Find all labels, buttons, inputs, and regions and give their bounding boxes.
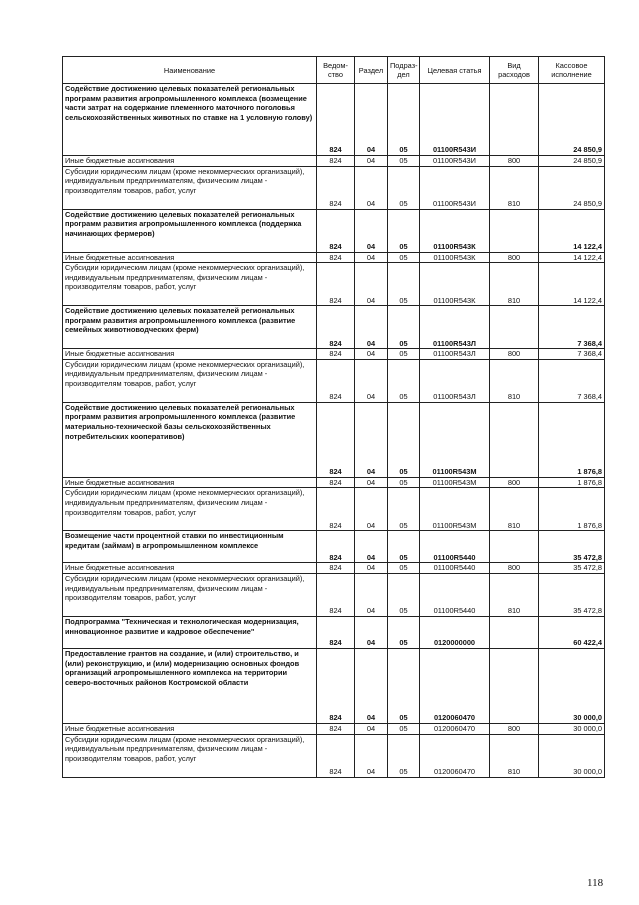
cell-razdel: 04 [355, 156, 388, 167]
cell-target: 01100R543Л [420, 349, 490, 360]
cell-podrazdel: 05 [388, 616, 420, 648]
cell-vid [490, 209, 539, 252]
cell-podrazdel: 05 [388, 156, 420, 167]
cell-vedomstvo: 824 [317, 166, 355, 209]
cell-name: Субсидии юридическим лицам (кроме некоммерческих организаций), индивидуальным предпринимателям, физическим лицам - производителям товаров, работ, услуг [63, 573, 317, 616]
cell-vedomstvo: 824 [317, 402, 355, 477]
cell-name: Иные бюджетные ассигнования [63, 477, 317, 488]
cell-podrazdel: 05 [388, 252, 420, 263]
cell-razdel: 04 [355, 563, 388, 574]
cell-vid: 810 [490, 263, 539, 306]
cell-razdel: 04 [355, 488, 388, 531]
cell-vedomstvo: 824 [317, 477, 355, 488]
cell-vid [490, 402, 539, 477]
page-number: 118 [587, 877, 604, 889]
cell-sum: 7 368,4 [539, 359, 605, 402]
cell-vedomstvo: 824 [317, 252, 355, 263]
cell-sum: 1 876,8 [539, 477, 605, 488]
table-row [63, 488, 605, 531]
cell-sum: 14 122,4 [539, 263, 605, 306]
cell-vedomstvo: 824 [317, 84, 355, 156]
cell-razdel: 04 [355, 84, 388, 156]
cell-name: Возмещение части процентной ставки по инвестиционным кредитам (займам) в агропромышленном комплексе [63, 531, 317, 563]
cell-razdel: 04 [355, 723, 388, 734]
cell-razdel: 04 [355, 573, 388, 616]
cell-target: 0120060470 [420, 723, 490, 734]
table-row [63, 306, 605, 349]
cell-vedomstvo: 824 [317, 209, 355, 252]
cell-target: 01100R543Л [420, 359, 490, 402]
cell-vid: 810 [490, 166, 539, 209]
cell-vedomstvo: 824 [317, 573, 355, 616]
cell-target: 0120000000 [420, 616, 490, 648]
table-row [63, 166, 605, 209]
cell-podrazdel: 05 [388, 648, 420, 723]
cell-vid [490, 306, 539, 349]
table-row [63, 723, 605, 734]
cell-vid: 800 [490, 723, 539, 734]
cell-name: Содействие достижению целевых показателей региональных программ развития агропромышленного комплекса (развитие материально-технической базы сельскохозяйственных потребительских кооперативов) [63, 402, 317, 477]
cell-sum: 14 122,4 [539, 209, 605, 252]
cell-sum: 35 472,8 [539, 563, 605, 574]
table-row [63, 616, 605, 648]
cell-target: 01100R543И [420, 84, 490, 156]
cell-sum: 24 850,9 [539, 156, 605, 167]
cell-vedomstvo: 824 [317, 306, 355, 349]
col-header-name: Наименование [63, 57, 317, 84]
cell-vedomstvo: 824 [317, 263, 355, 306]
cell-sum: 35 472,8 [539, 573, 605, 616]
col-header-razdel: Раздел [355, 57, 388, 84]
cell-vid: 800 [490, 156, 539, 167]
cell-name: Субсидии юридическим лицам (кроме некоммерческих организаций), индивидуальным предпринимателям, физическим лицам - производителям товаров, работ, услуг [63, 263, 317, 306]
cell-razdel: 04 [355, 531, 388, 563]
table-row [63, 209, 605, 252]
cell-razdel: 04 [355, 402, 388, 477]
cell-podrazdel: 05 [388, 488, 420, 531]
cell-podrazdel: 05 [388, 306, 420, 349]
cell-sum: 35 472,8 [539, 531, 605, 563]
cell-target: 01100R543К [420, 209, 490, 252]
cell-sum: 30 000,0 [539, 734, 605, 777]
cell-vid: 810 [490, 734, 539, 777]
table-row [63, 563, 605, 574]
cell-name: Содействие достижению целевых показателей региональных программ развития агропромышленного комплекса (возмещение части затрат на содержание племенного маточного поголовья сельскохозяйственных животных по ставке на 1 условную голову) [63, 84, 317, 156]
cell-vid [490, 84, 539, 156]
cell-vedomstvo: 824 [317, 648, 355, 723]
col-header-target: Целевая статья [420, 57, 490, 84]
table-row [63, 84, 605, 156]
cell-vid: 800 [490, 252, 539, 263]
cell-name: Подпрограмма "Техническая и технологическая модернизация, инновационное развитие и кадровое обеспечение" [63, 616, 317, 648]
cell-name: Субсидии юридическим лицам (кроме некоммерческих организаций), индивидуальным предпринимателям, физическим лицам - производителям товаров, работ, услуг [63, 166, 317, 209]
cell-razdel: 04 [355, 734, 388, 777]
cell-razdel: 04 [355, 252, 388, 263]
cell-name: Иные бюджетные ассигнования [63, 723, 317, 734]
cell-vedomstvo: 824 [317, 531, 355, 563]
table-row [63, 252, 605, 263]
cell-name: Субсидии юридическим лицам (кроме некоммерческих организаций), индивидуальным предпринимателям, физическим лицам - производителям товаров, работ, услуг [63, 734, 317, 777]
table-row [63, 349, 605, 360]
cell-razdel: 04 [355, 648, 388, 723]
cell-razdel: 04 [355, 349, 388, 360]
cell-razdel: 04 [355, 477, 388, 488]
table-row [63, 402, 605, 477]
table-row [63, 156, 605, 167]
cell-sum: 14 122,4 [539, 252, 605, 263]
cell-podrazdel: 05 [388, 734, 420, 777]
cell-target: 0120060470 [420, 648, 490, 723]
cell-razdel: 04 [355, 209, 388, 252]
cell-podrazdel: 05 [388, 723, 420, 734]
cell-target: 01100R543К [420, 263, 490, 306]
cell-sum: 24 850,9 [539, 166, 605, 209]
cell-target: 0120060470 [420, 734, 490, 777]
cell-razdel: 04 [355, 616, 388, 648]
col-header-sum: Кассовое исполнение [539, 57, 605, 84]
table-row [63, 648, 605, 723]
cell-sum: 30 000,0 [539, 723, 605, 734]
cell-podrazdel: 05 [388, 477, 420, 488]
cell-name: Содействие достижению целевых показателей региональных программ развития агропромышленного комплекса (поддержка начинающих фермеров) [63, 209, 317, 252]
cell-name: Иные бюджетные ассигнования [63, 156, 317, 167]
cell-vid: 810 [490, 573, 539, 616]
header-row [63, 57, 605, 84]
cell-target: 01100R543Л [420, 306, 490, 349]
cell-podrazdel: 05 [388, 166, 420, 209]
table-row [63, 573, 605, 616]
cell-vid: 810 [490, 488, 539, 531]
cell-razdel: 04 [355, 263, 388, 306]
cell-vid: 810 [490, 359, 539, 402]
cell-target: 01100R5440 [420, 563, 490, 574]
cell-razdel: 04 [355, 306, 388, 349]
cell-sum: 24 850,9 [539, 84, 605, 156]
cell-sum: 7 368,4 [539, 306, 605, 349]
cell-sum: 1 876,8 [539, 402, 605, 477]
cell-vedomstvo: 824 [317, 359, 355, 402]
cell-podrazdel: 05 [388, 359, 420, 402]
cell-vid [490, 648, 539, 723]
cell-name: Субсидии юридическим лицам (кроме некоммерческих организаций), индивидуальным предпринимателям, физическим лицам - производителям товаров, работ, услуг [63, 359, 317, 402]
cell-vedomstvo: 824 [317, 156, 355, 167]
cell-vedomstvo: 824 [317, 563, 355, 574]
table-row [63, 359, 605, 402]
cell-target: 01100R543М [420, 477, 490, 488]
cell-vid: 800 [490, 563, 539, 574]
cell-vedomstvo: 824 [317, 616, 355, 648]
cell-target: 01100R543М [420, 402, 490, 477]
cell-name: Иные бюджетные ассигнования [63, 252, 317, 263]
cell-target: 01100R543К [420, 252, 490, 263]
cell-vedomstvo: 824 [317, 349, 355, 360]
cell-vedomstvo: 824 [317, 723, 355, 734]
cell-podrazdel: 05 [388, 84, 420, 156]
col-header-vedomstvo: Ведом-ство [317, 57, 355, 84]
cell-vid: 800 [490, 349, 539, 360]
cell-razdel: 04 [355, 359, 388, 402]
cell-vedomstvo: 824 [317, 488, 355, 531]
budget-table [62, 56, 605, 778]
cell-podrazdel: 05 [388, 402, 420, 477]
cell-vedomstvo: 824 [317, 734, 355, 777]
table-row [63, 734, 605, 777]
table-row [63, 263, 605, 306]
cell-podrazdel: 05 [388, 573, 420, 616]
table-row [63, 477, 605, 488]
cell-podrazdel: 05 [388, 563, 420, 574]
cell-name: Субсидии юридическим лицам (кроме некоммерческих организаций), индивидуальным предпринимателям, физическим лицам - производителям товаров, работ, услуг [63, 488, 317, 531]
cell-name: Предоставление грантов на создание, и (или) строительство, и (или) реконструкцию, и (или) модернизацию основных фондов организаций агропромышленного комплекса на территории северо-восточных районов Костромской области [63, 648, 317, 723]
cell-name: Содействие достижению целевых показателей региональных программ развития агропромышленного комплекса (развитие семейных животноводческих ферм) [63, 306, 317, 349]
cell-target: 01100R5440 [420, 531, 490, 563]
cell-target: 01100R543М [420, 488, 490, 531]
cell-podrazdel: 05 [388, 209, 420, 252]
cell-name: Иные бюджетные ассигнования [63, 563, 317, 574]
cell-sum: 30 000,0 [539, 648, 605, 723]
cell-sum: 7 368,4 [539, 349, 605, 360]
cell-vid [490, 616, 539, 648]
cell-vid: 800 [490, 477, 539, 488]
cell-vid [490, 531, 539, 563]
table-row [63, 531, 605, 563]
cell-sum: 1 876,8 [539, 488, 605, 531]
cell-sum: 60 422,4 [539, 616, 605, 648]
cell-name: Иные бюджетные ассигнования [63, 349, 317, 360]
cell-razdel: 04 [355, 166, 388, 209]
col-header-podrazdel: Подраз-дел [388, 57, 420, 84]
cell-target: 01100R543И [420, 166, 490, 209]
cell-target: 01100R5440 [420, 573, 490, 616]
cell-podrazdel: 05 [388, 263, 420, 306]
cell-podrazdel: 05 [388, 349, 420, 360]
cell-target: 01100R543И [420, 156, 490, 167]
cell-podrazdel: 05 [388, 531, 420, 563]
col-header-vid: Вид расходов [490, 57, 539, 84]
